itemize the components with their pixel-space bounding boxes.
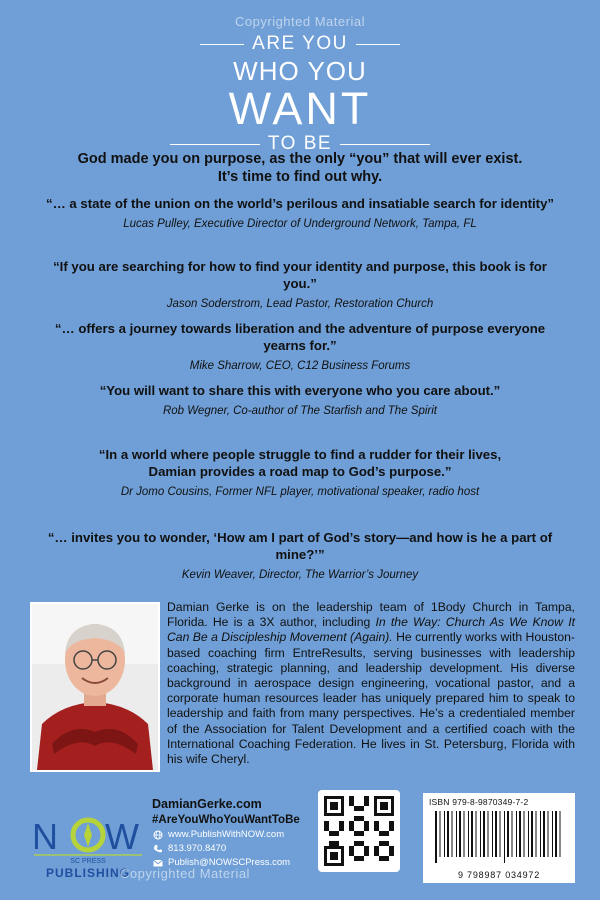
qr-module [339, 826, 344, 831]
qr-module [364, 801, 369, 806]
qr-module [379, 841, 384, 846]
barcode-bar [512, 811, 513, 857]
endorsement-attribution: Lucas Pulley, Executive Director of Underground Network, Tampa, FL [123, 218, 477, 230]
watermark-top: Copyrighted Material [235, 14, 365, 29]
qr-module [389, 821, 394, 826]
qr-module [359, 856, 364, 861]
qr-module [364, 826, 369, 831]
barcode-bar [543, 811, 545, 857]
barcode-image [429, 811, 569, 869]
qr-module [354, 841, 359, 846]
author-bio [167, 600, 575, 767]
barcode-bar [480, 811, 481, 857]
logo-w-letter: W [105, 816, 139, 857]
title-rule-right-2 [340, 144, 430, 145]
intro-line-1: God made you on purpose, as the only “you” that will ever exist. [77, 151, 523, 167]
qr-module [354, 816, 359, 821]
barcode-bar [447, 811, 449, 857]
barcode-bar [435, 811, 437, 863]
barcode-bar [468, 811, 469, 857]
barcode-bar [459, 811, 461, 857]
title-line-1-row [0, 32, 600, 56]
barcode-bar [528, 811, 529, 857]
barcode-bar [555, 811, 557, 857]
qr-module [374, 826, 379, 831]
qr-code[interactable] [318, 790, 400, 872]
publisher-website[interactable]: www.PublishWithNOW.com [168, 829, 285, 840]
qr-module [349, 796, 354, 801]
qr-module [354, 806, 359, 811]
book-title [0, 32, 600, 156]
endorsement-quote: “… offers a journey towards liberation and the adventure of purpose everyone yearns for.” [54, 321, 546, 353]
title-line-2: WHO YOU [233, 56, 367, 86]
contact-block [152, 797, 312, 868]
qr-module [384, 831, 389, 836]
author-bio-book-title: In the Way: Church As We Know It Can Be a Discipleship Movement (Again). [167, 615, 575, 645]
qr-code-image [318, 790, 400, 872]
qr-module [349, 821, 354, 826]
qr-module [324, 821, 329, 826]
isbn-barcode [423, 793, 575, 883]
qr-module [359, 816, 364, 821]
qr-module [339, 821, 344, 826]
pen-nib-icon [84, 823, 92, 847]
phone-icon [152, 843, 163, 854]
logo-sub: SC PRESS [70, 858, 106, 865]
endorsement [0, 195, 600, 258]
qr-module [359, 841, 364, 846]
title-line-3: WANT [228, 83, 372, 134]
barcode-bar [519, 811, 521, 857]
contact-phone-row[interactable] [152, 843, 312, 854]
endorsement-attribution: Rob Wegner, Co-author of The Starfish and The Spirit [162, 405, 437, 417]
qr-module [379, 856, 384, 861]
author-bio-part-1: Damian Gerke is on the leadership team of 1Body Church in Tampa, Florida. He is a 3X author, including [167, 600, 575, 630]
title-rule-left [200, 44, 244, 45]
watermark-bottom: Copyrighted Material [120, 866, 250, 881]
qr-module [359, 806, 364, 811]
endorsement-attribution: Kevin Weaver, Director, The Warrior’s Journey [181, 569, 419, 581]
qr-module [359, 831, 364, 836]
qr-module [354, 831, 359, 836]
barcode-bar [507, 811, 509, 857]
barcode-bar [560, 811, 561, 857]
publisher-email[interactable]: Publish@NOWSCPress.com [168, 857, 291, 868]
endorsement-attribution: Dr Jomo Cousins, Former NFL player, motivational speaker, radio host [120, 486, 480, 498]
endorsement-quote: “… a state of the union on the world’s perilous and insatiable search for identity” [45, 196, 555, 211]
book-hashtag: #AreYouWhoYouWantToBe [152, 814, 300, 826]
barcode-bar [488, 811, 489, 857]
author-website[interactable]: DamianGerke.com [152, 797, 262, 811]
qr-module [364, 851, 369, 856]
title-rule-right [356, 44, 400, 45]
intro-text [0, 150, 600, 186]
barcode-bar [444, 811, 445, 857]
qr-module [374, 851, 379, 856]
barcode-bar [536, 811, 537, 857]
endorsement-quote: “You will want to share this with everyone who you care about.” [99, 383, 501, 398]
barcode-bar [516, 811, 517, 857]
qr-module [389, 846, 394, 851]
qr-module [334, 831, 339, 836]
qr-module [364, 846, 369, 851]
endorsement-quote-line-2: Damian provides a road map to God’s purpose.” [148, 464, 452, 479]
qr-module [374, 821, 379, 826]
author-portrait-image [32, 604, 158, 770]
publisher-phone[interactable]: 813.970.8470 [168, 843, 227, 854]
barcode-bar [440, 811, 441, 857]
barcode-bar [452, 811, 453, 857]
qr-module [389, 826, 394, 831]
barcode-bar [464, 811, 465, 857]
qr-module [329, 841, 334, 846]
qr-module [364, 796, 369, 801]
qr-module [364, 821, 369, 826]
qr-module [334, 841, 339, 846]
qr-module [349, 846, 354, 851]
barcode-bar [504, 811, 505, 863]
endorsement [0, 320, 600, 382]
barcode-bar [492, 811, 493, 857]
endorsement-quote: “If you are searching for how to find your identity and purpose, this book is for you.” [53, 259, 547, 291]
endorsement [0, 446, 600, 529]
author-bio-part-2: He currently works with Houston-based coaching firm EntreResults, serving businesses with leadership coaching, strategic planning, and leadership development. His diverse background in aerospace design engineering, vocational pastor, and a corporate human resources leader has uniquely prepared him to speak to leadership and faith from many perspectives. He’s a credentialed member of the Association for Talent Development and a certified coach with the International Coaching Federation. He lives in St. Petersburg, Florida with his wife Cheryl. [167, 630, 575, 767]
logo-bottom: PUBLISHING [45, 866, 131, 880]
isbn-text: ISBN 979-8-9870349-7-2 [429, 797, 529, 807]
qr-module [349, 826, 354, 831]
author-photo [30, 602, 160, 772]
barcode-bar [540, 811, 541, 857]
barcode-bar [531, 811, 533, 857]
qr-module [349, 801, 354, 806]
qr-module [324, 826, 329, 831]
qr-module [374, 846, 379, 851]
qr-module [389, 851, 394, 856]
qr-module [354, 856, 359, 861]
qr-module [329, 831, 334, 836]
endorsement [0, 258, 600, 320]
endorsement [0, 382, 600, 446]
endorsement-attribution: Jason Soderstrom, Lead Pastor, Restoration Church [166, 298, 434, 310]
barcode-bar [456, 811, 457, 857]
intro-line-2: It’s time to find out why. [217, 169, 383, 185]
barcode-bar [476, 811, 477, 857]
contact-web-row[interactable] [152, 829, 312, 840]
endorsements [0, 195, 600, 583]
title-rule-left-2 [170, 144, 260, 145]
barcode-number: 9 798987 034972 [457, 870, 541, 880]
title-line-1: ARE YOU [252, 33, 348, 54]
barcode-bar [483, 811, 485, 857]
barcode-bar [524, 811, 525, 857]
barcode-bar [495, 811, 497, 857]
barcode-bar [500, 811, 501, 857]
title-line-4: TO BE [267, 133, 333, 154]
endorsement-attribution: Mike Sharrow, CEO, C12 Business Forums [189, 360, 411, 372]
logo-n-letter: N [32, 816, 58, 857]
qr-module [384, 856, 389, 861]
globe-icon [152, 829, 163, 840]
qr-module [379, 831, 384, 836]
endorsement-quote: “… invites you to wonder, ‘How am I part of God’s story—and how is he a part of mine?’” [47, 530, 553, 562]
qr-module [349, 851, 354, 856]
barcode-bar [548, 811, 549, 857]
qr-module [384, 841, 389, 846]
endorsement-quote-line-1: “In a world where people struggle to find a rudder for their lives, [98, 447, 502, 462]
barcode-bar [471, 811, 473, 857]
endorsement [0, 529, 600, 583]
barcode-bar [552, 811, 553, 857]
